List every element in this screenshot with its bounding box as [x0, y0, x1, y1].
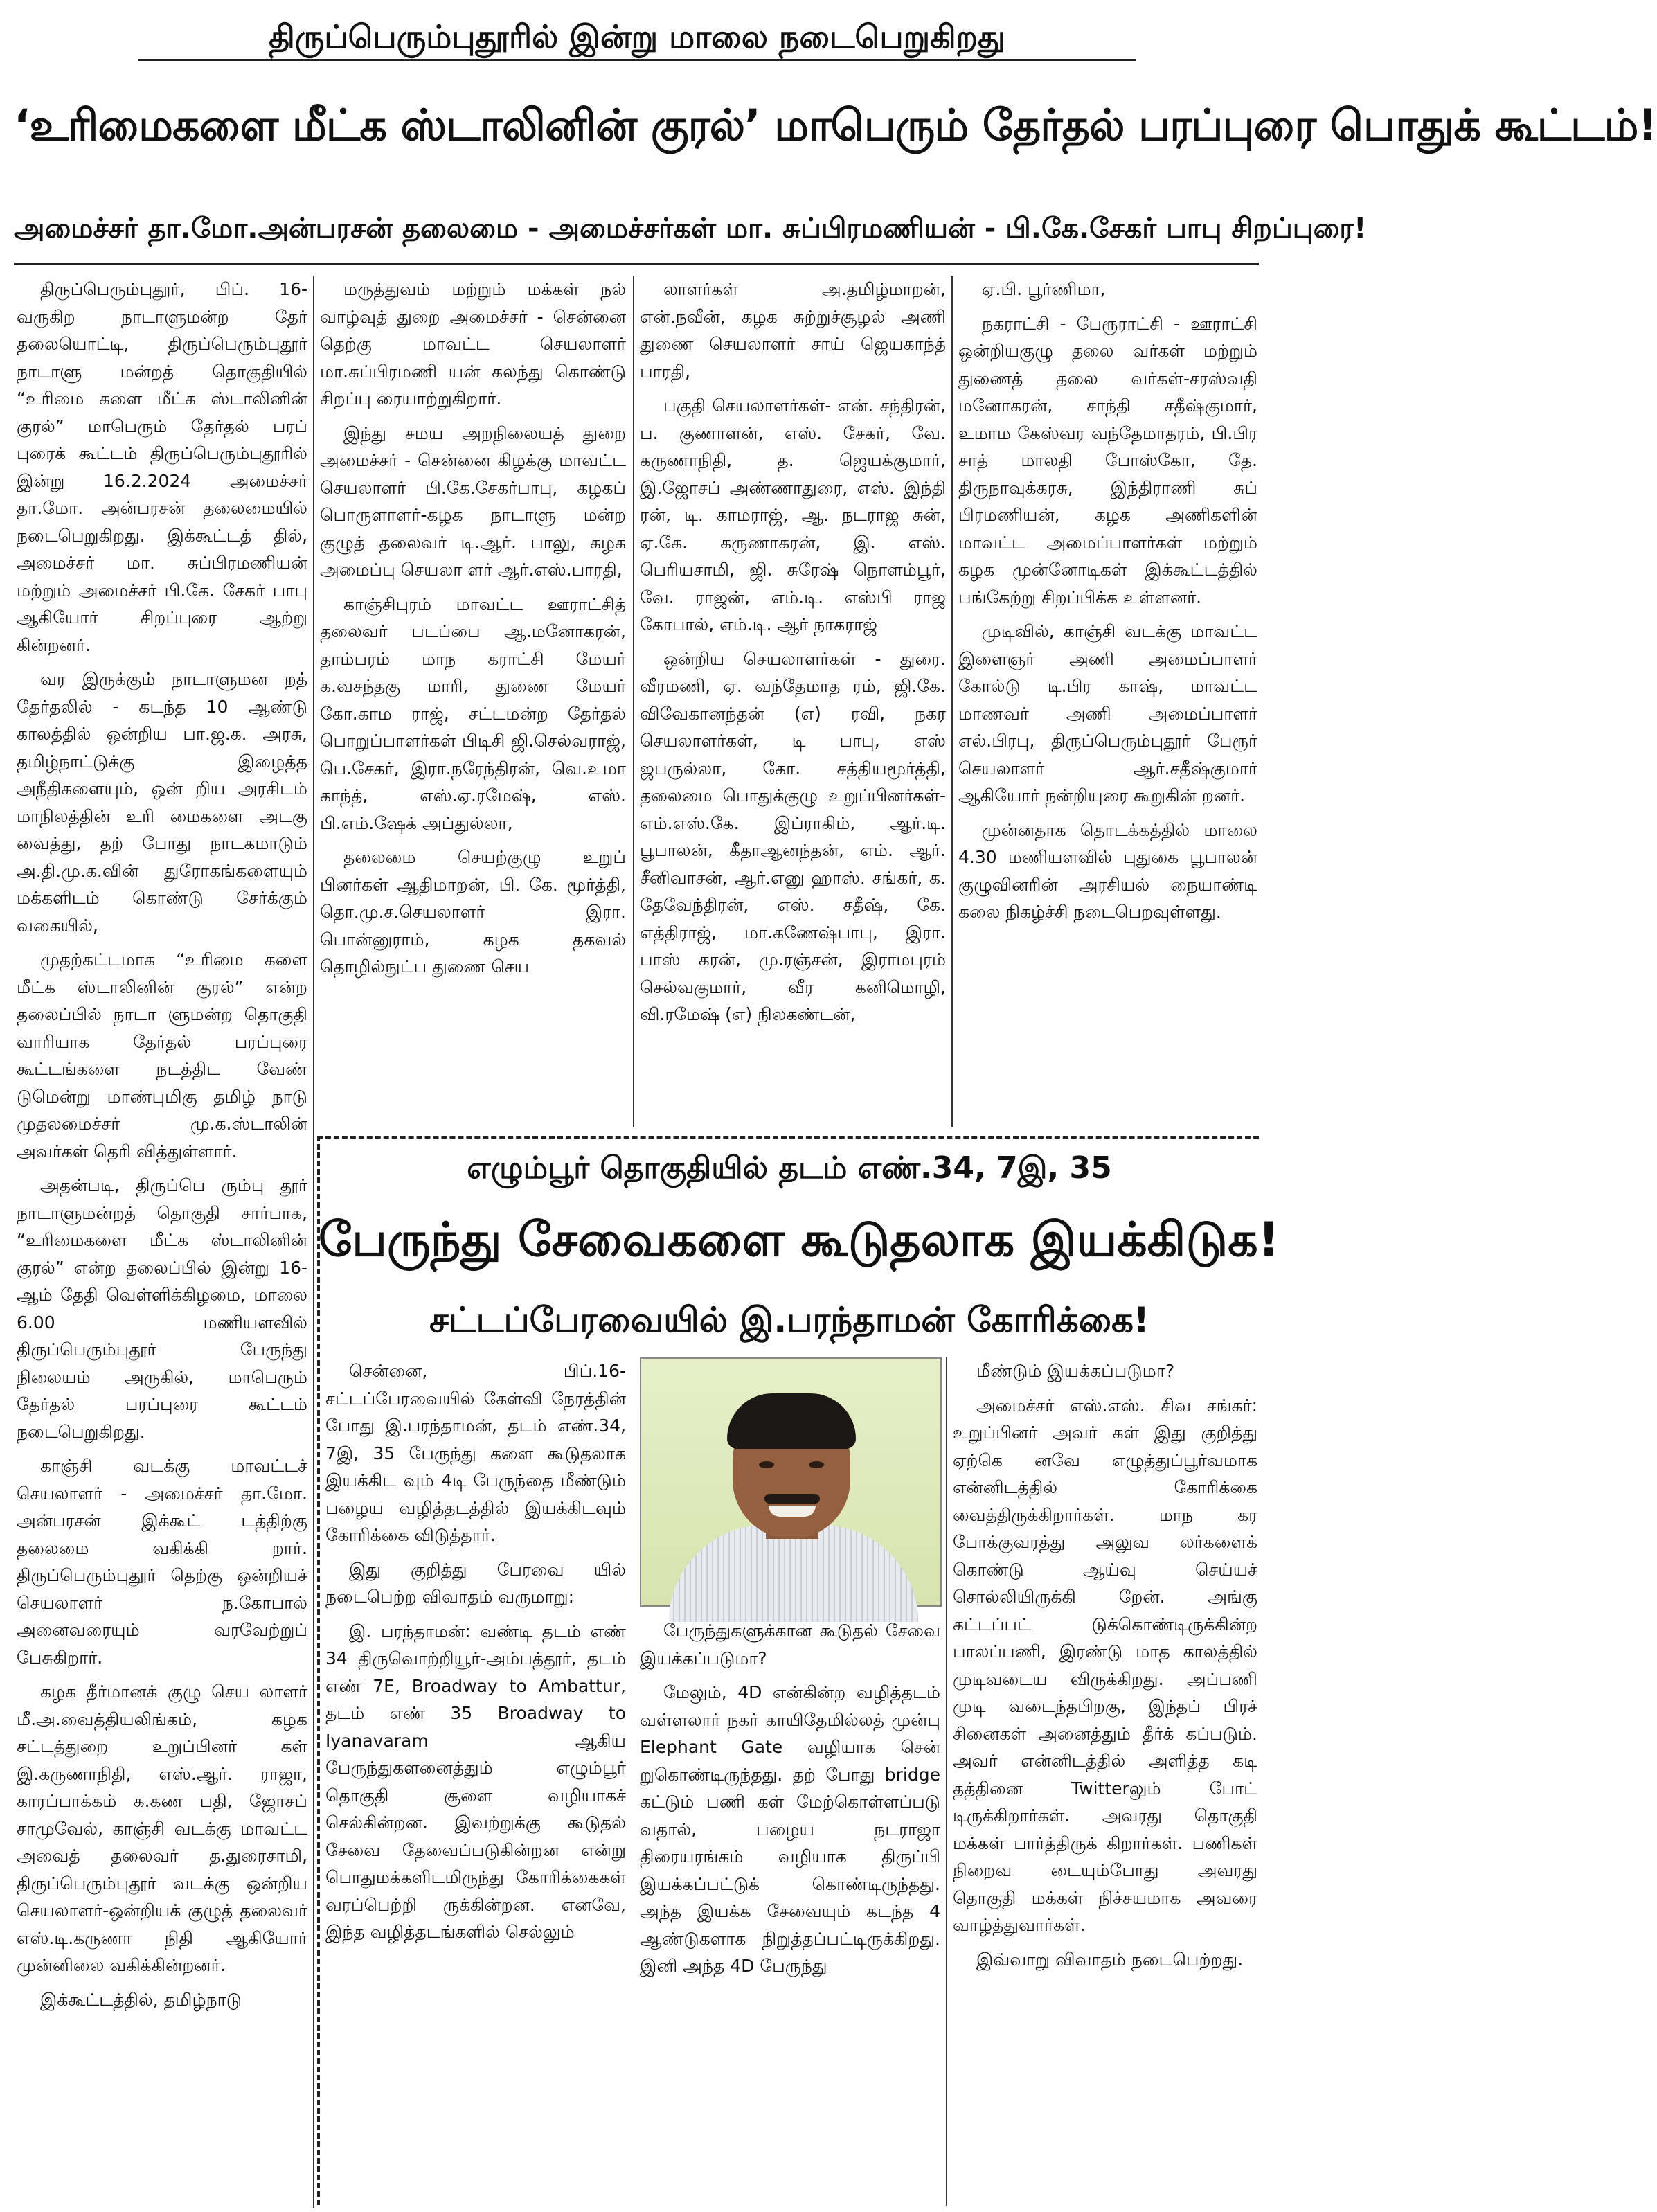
- paragraph: முடிவில், காஞ்சி வடக்கு மாவட்ட இளைஞர் அணி அமைப்பாளர் கோல்டு டி.பிர காஷ், மாவட்ட மாணவர் அணி அமைப்பாளர் எல்.பிரபு, திருப்பெரும்புதூர் பேரூர் செயலாளர் ஆர்.சதீஷ்குமார் ஆகியோர் நன்றியுரை கூறுகின் றனர்.: [958, 621, 1257, 805]
- top-rule: [14, 263, 1259, 265]
- paragraph: இவ்வாறு விவாதம் நடைபெற்றது.: [976, 1949, 1244, 1970]
- paragraph: இக்கூட்டத்தில், தமிழ்நாடு: [40, 1989, 242, 2010]
- article2-column-3: [953, 1357, 1257, 2206]
- paragraph: முதற்கட்டமாக “உரிமை களை மீட்க ஸ்டாலினின் குரல்” என்ற தலைப்பில் நாடா ளுமன்ற தொகுதி வாரியாக தேர்தல் பரப்புரை கூட்டங்களை நடத்திட வேண் டுமென்று மாண்புமிகு தமிழ் நாடு முதலமைச்சர் மு.க.ஸ்டாலின் அவர்கள் தெரி வித்துள்ளார்.: [17, 949, 307, 1161]
- paragraph: அதன்படி, திருப்பெ ரும்பு தூர் நாடாளுமன்றத் தொகுதி சார்பாக, “உரிமைகளை மீட்க ஸ்டாலினின் குரல்” என்ற தலைப்பில் இன்று 16-ஆம் தேதி வெள்ளிக்கிழமை, மாலை 6.00 மணியளவில் திருப்பெரும்புதூர் பேருந்து நிலையம் அருகில், மாபெரும் தேர்தல் பரப்புரை கூட்டம் நடைபெறுகிறது.: [17, 1175, 307, 1442]
- paragraph: தலைமை செயற்குழு உறுப் பினர்கள் ஆதிமாறன், பி. கே. மூர்த்தி, தொ.மு.ச.செயலாளர் இரா. பொன்னுராம், கழக தகவல் தொழில்நுட்ப துணை செய: [320, 847, 626, 976]
- column-divider: [313, 276, 314, 2208]
- paragraph: முன்னதாக தொடக்கத்தில் மாலை 4.30 மணியளவில் புதுகை பூபாலன் குழுவினரின் அரசியல் நையாண்டி கலை நிகழ்ச்சி நடைபெறவுள்ளது.: [958, 819, 1257, 922]
- paragraph: சென்னை, பிப்.16- சட்டப்பேரவையில் கேள்வி நேரத்தின் போது இ.பரந்தாமன், தடம் எண்.34, 7இ, 35 பேருந்து களை கூடுதலாக இயக்கிட வும் 4டி பேருந்தை மீண்டும் பழைய வழித்தடத்தில் இயக்கிடவும் கோரிக்கை விடுத்தார்.: [325, 1361, 626, 1545]
- column-divider: [633, 276, 634, 1127]
- article1-column-2: [320, 276, 626, 1127]
- paragraph: காஞ்சிபுரம் மாவட்ட ஊராட்சித் தலைவர் படப்பை ஆ.மனோகரன், தாம்பரம் மாந கராட்சி மேயர் க.வசந்தகு மாரி, துணை மேயர் கோ.காம ராஜ், சட்டமன்ற தேர்தல் பொறுப்பாளர்கள் பிடிசி ஜி.செல்வராஜ், பெ.சேகர், இரா.நரேந்திரன், வெ.உமா காந்த், எஸ்.ஏ.ரமேஷ், எஸ். பி.எம்.ஷேக் அப்துல்லா,: [320, 594, 626, 833]
- paragraph: இந்து சமய அறநிலையத் துறை அமைச்சர் - சென்னை கிழக்கு மாவட்ட செயலாளர் பி.கே.சேகர்பாபு, கழகப் பொருளாளர்-கழக நாடாளு மன்ற குழுத் தலைவர் டி.ஆர். பாலு, கழக அமைப்பு செயலா ளர் ஆர்.எஸ்.பாரதி,: [320, 422, 626, 580]
- paragraph: ஏ.பி. பூர்ணிமா,: [982, 279, 1106, 299]
- paragraph: காஞ்சி வடக்கு மாவட்டச் செயலாளர் - அமைச்சர் தா.மோ. அன்பரசன் இக்கூட் டத்திற்கு தலைமை வகிக்கி றார். திருப்பெரும்புதூர் தெற்கு ஒன்றியச் செயலாளர் ந.கோபால் அனைவரையும் வரவேற்றுப் பேசுகிறார்.: [17, 1456, 307, 1668]
- photo-smile: [769, 1506, 816, 1517]
- subhead-2: சட்டப்பேரவையில் இ.பரந்தாமன் கோரிக்கை!: [429, 1300, 1149, 1340]
- paragraph: பகுதி செயலாளர்கள்- என். சந்திரன், ப. குணாளன், எஸ். சேகர், வே. கருணாநிதி, த. ஜெயக்குமார், இ.ஜோசப் அண்ணாதுரை, எஸ். இந்தி ரன், டி. காமராஜ், ஆ. நடராஜ சுன், ஏ.கே. கருணாகரன், இ. எஸ். பெரியசாமி, ஜி. சுரேஷ் நொளம்பூர், வே. ராஜன், எம்.டி. எஸ்பி ராஜ கோபால், எம்.டி. ஆர் நாகராஜ்: [640, 395, 946, 634]
- paragraph: மீண்டும் இயக்கப்படுமா?: [976, 1361, 1175, 1381]
- paragraph: மேலும், 4D என்கின்ற வழித்தடம் வள்ளலார் நகர் காயிதேமில்லத் முன்பு Elephant Gate வழியாக சென் றுகொண்டிருந்தது. தற் போது bridge கட்டும் பணி கள் மேற்கொள்ளப்படு வதால், பழைய நடராஜா திரையரங்கம் வழியாக திருப்பி இயக்கப்பட்டுக் கொண்டிருந்தது. அந்த இயக்க சேவையும் கடந்த 4 ஆண்டுகளாக நிறுத்தப்பட்டிருக்கிறது. இனி அந்த 4D பேருந்து: [640, 1682, 940, 1976]
- paragraph: நகராட்சி - பேரூராட்சி - ஊராட்சி ஒன்றியகுழு தலை வர்கள் மற்றும் துணைத் தலை வர்கள்-சரஸ்வதி மனோகரன், சாந்தி சதீஷ்குமார், உமாம கேஸ்வர வந்தேமாதரம், பி.பிர சாத் மாலதி போஸ்கோ, தே. திருநாவுக்கரசு, இந்திராணி சுப் பிரமணியன், கழக அணிகளின் மாவட்ட அமைப்பாளர்கள் மற்றும் கழக முன்னோடிகள் இக்கூட்டத்தில் பங்கேற்று சிறப்பிக்க உள்ளனர்.: [958, 313, 1257, 607]
- headline-1: ‘உரிமைகளை மீட்க ஸ்டாலினின் குரல்’ மாபெரும் தேர்தல் பரப்புரை பொதுக் கூட்டம்!: [14, 100, 1657, 150]
- article1-column-3: [640, 276, 946, 1127]
- column-divider: [951, 276, 953, 1127]
- paragraph: திருப்பெரும்புதூர், பிப். 16- வருகிற நாடாளுமன்ற தேர் தலையொட்டி, திருப்பெரும்புதூர் நாடாளு மன்றத் தொகுதியில் “உரிமை களை மீட்க ஸ்டாலினின் குரல்” மாபெரும் தேர்தல் பரப் புரைக் கூட்டம் திருப்பெரும்புதூரில் இன்று 16.2.2024 அமைச்சர் தா.மோ. அன்பரசன் தலைமையில் நடைபெறுகிறது. இக்கூட்டத் தில், அமைச்சர் மா. சுப்பிரமணியன் மற்றும் அமைச்சர் பி.கே. சேகர் பாபு ஆகியோர் சிறப்புரை ஆற்று கின்றனர்.: [17, 279, 307, 655]
- paragraph: வர இருக்கும் நாடாளுமன றத் தேர்தலில் - கடந்த 10 ஆண்டு காலத்தில் ஒன்றிய பா.ஜ.க. அரசு, தமிழ்நாட்டுக்கு இழைத்த அநீதிகளையும், ஒன் றிய அரசிடம் மாநிலத்தின் உரி மைகளை அடகு வைத்து, தற் போது நாடகமாடும் அ.தி.மு.க.வின் துரோகங்களையும் மக்களிடம் கொண்டு சேர்க்கும் வகையில்,: [17, 669, 307, 936]
- paragraph: கழக தீர்மானக் குழு செய லாளர் மீ.அ.வைத்தியலிங்கம், கழக சட்டத்துறை உறுப்பினர் கள் இ.கருணாநிதி, எஸ்.ஆர். ராஜா, காரப்பாக்கம் க.கண பதி, ஜோசப் சாமுவேல், காஞ்சி வடக்கு மாவட்ட அவைத் தலைவர் த.துரைசாமி, திருப்பெரும்புதூர் வடக்கு ஒன்றிய செயலாளர்-ஒன்றியக் குழுத் தலைவர் எஸ்.டி.கருணா நிதி ஆகியோர் முன்னிலை வகிக்கின்றனர்.: [17, 1682, 307, 1975]
- article1-column-4: [958, 276, 1257, 1127]
- headline-2: பேருந்து சேவைகளை கூடுதலாக இயக்கிடுக!: [319, 1213, 1280, 1267]
- column-divider: [946, 1357, 947, 2206]
- article2-column-1: [325, 1357, 626, 2206]
- paragraph: அமைச்சர் எஸ்.எஸ். சிவ சங்கர்: உறுப்பினர் அவர் கள் இது குறித்து ஏற்கெ னவே எழுத்துப்பூர்வமாக என்னிடத்தில் கோரிக்கை வைத்திருக்கிறார்கள். மாந கர போக்குவரத்து அலுவ லர்களைக் கொண்டு ஆய்வு செய்யச் சொல்லியிருக்கி றேன். அங்கு கட்டப்பட் டுக்கொண்டிருக்கின்ற பாலப்பணி, இரண்டு மாத காலத்தில் முடிவடைய விருக்கிறது. அப்பணி முடி வடைந்தபிறகு, இந்தப் பிரச் சினைகள் அனைத்தும் தீர்க் கப்படும். அவர் என்னிடத்தில் அளித்த கடி தத்தினை Twitterலும் போட் டிருக்கிறார்கள். அவரது தொகுதி மக்கள் பார்த்திருக் கிறார்கள். பணிகள் நிறைவ டையும்போது அவரது தொகுதி மக்கள் நிச்சயமாக அவரை வாழ்த்துவார்கள்.: [953, 1395, 1257, 1935]
- photo-eye: [809, 1461, 824, 1468]
- paragraph: இ. பரந்தாமன்: வண்டி தடம் எண் 34 திருவொற்றியூர்-அம்பத்தூர், தடம் எண் 7E, Broadway to Ambattur, தடம் எண் 35 Broadway to Iyanavaram ஆகிய பேருந்துகளனைத்தும் எழும்பூர் தொகுதி சூளை வழியாகச் செல்கின்றன. இவற்றுக்கு கூடுதல் சேவை தேவைப்படுகின்றன என்று பொதுமக்களிடமிருந்து கோரிக்கைகள் வரப்பெற்றி ருக்கின்றன. எனவே, இந்த வழித்தடங்களில் செல்லும்: [325, 1621, 626, 1942]
- paragraph: லாளர்கள் அ.தமிழ்மாறன், என்.நவீன், கழக சுற்றுச்சூழல் அணி துணை செயலாளர் சாய் ஜெயகாந்த் பாரதி,: [640, 279, 946, 382]
- paragraph: இது குறித்து பேரவை யில் நடைபெற்ற விவாதம் வருமாறு:: [325, 1559, 626, 1607]
- photo-hair: [727, 1393, 856, 1449]
- kicker-2: எழும்பூர் தொகுதியில் தடம் எண்.34, 7இ, 35: [467, 1150, 1112, 1186]
- kicker-1: திருப்பெரும்புதூரில் இன்று மாலை நடைபெறுகிறது: [138, 12, 1136, 61]
- paragraph: ஒன்றிய செயலாளர்கள் - துரை. வீரமணி, ஏ. வந்தேமாத ரம், ஜி.கே. விவேகானந்தன் (எ) ரவி, நகர செயலாளர்கள், டி பாபு, எஸ் ஜபருல்லா, கோ. சத்தியமூர்த்தி, தலைமை பொதுக்குழு உறுப்பினர்கள்- எம்.எஸ்.கே. இப்ராகிம், ஆர்.டி. பூபாலன், கீதாஆனந்தன், எம். ஆர். சீனிவாசன், ஆர்.எனு ஹாஸ். சங்கர், க. தேவேந்திரன், எஸ். சதீஷ், கே. எத்திராஜ், மா.கணேஷ்பாபு, இரா. பாஸ் கரன், மு.ரஞ்சன், இராமபுரம் செல்வகுமார், வீர கனிமொழி, வி.ரமேஷ் (எ) நிலகண்டன்,: [640, 648, 946, 1024]
- paragraph: பேருந்துகளுக்கான கூடுதல் சேவை இயக்கப்படுமா?: [640, 1621, 940, 1668]
- article1-column-1: [17, 276, 307, 2208]
- subhead-1: அமைச்சர் தா.மோ.அன்பரசன் தலைமை - அமைச்சர்கள் மா. சுப்பிரமணியன் - பி.கே.சேகர் பாபு சிறப்புரை!: [14, 213, 1367, 244]
- article2-column-2: [640, 1617, 940, 2206]
- portrait-photo: [640, 1357, 942, 1607]
- photo-mustache: [764, 1494, 820, 1504]
- paragraph: மருத்துவம் மற்றும் மக்கள் நல் வாழ்வுத் துறை அமைச்சர் - சென்னை தெற்கு மாவட்ட செயலாளர் மா.சுப்பிரமணி யன் கலந்து கொண்டு சிறப்பு ரையாற்றுகிறார்.: [320, 279, 626, 409]
- photo-eye: [759, 1461, 774, 1468]
